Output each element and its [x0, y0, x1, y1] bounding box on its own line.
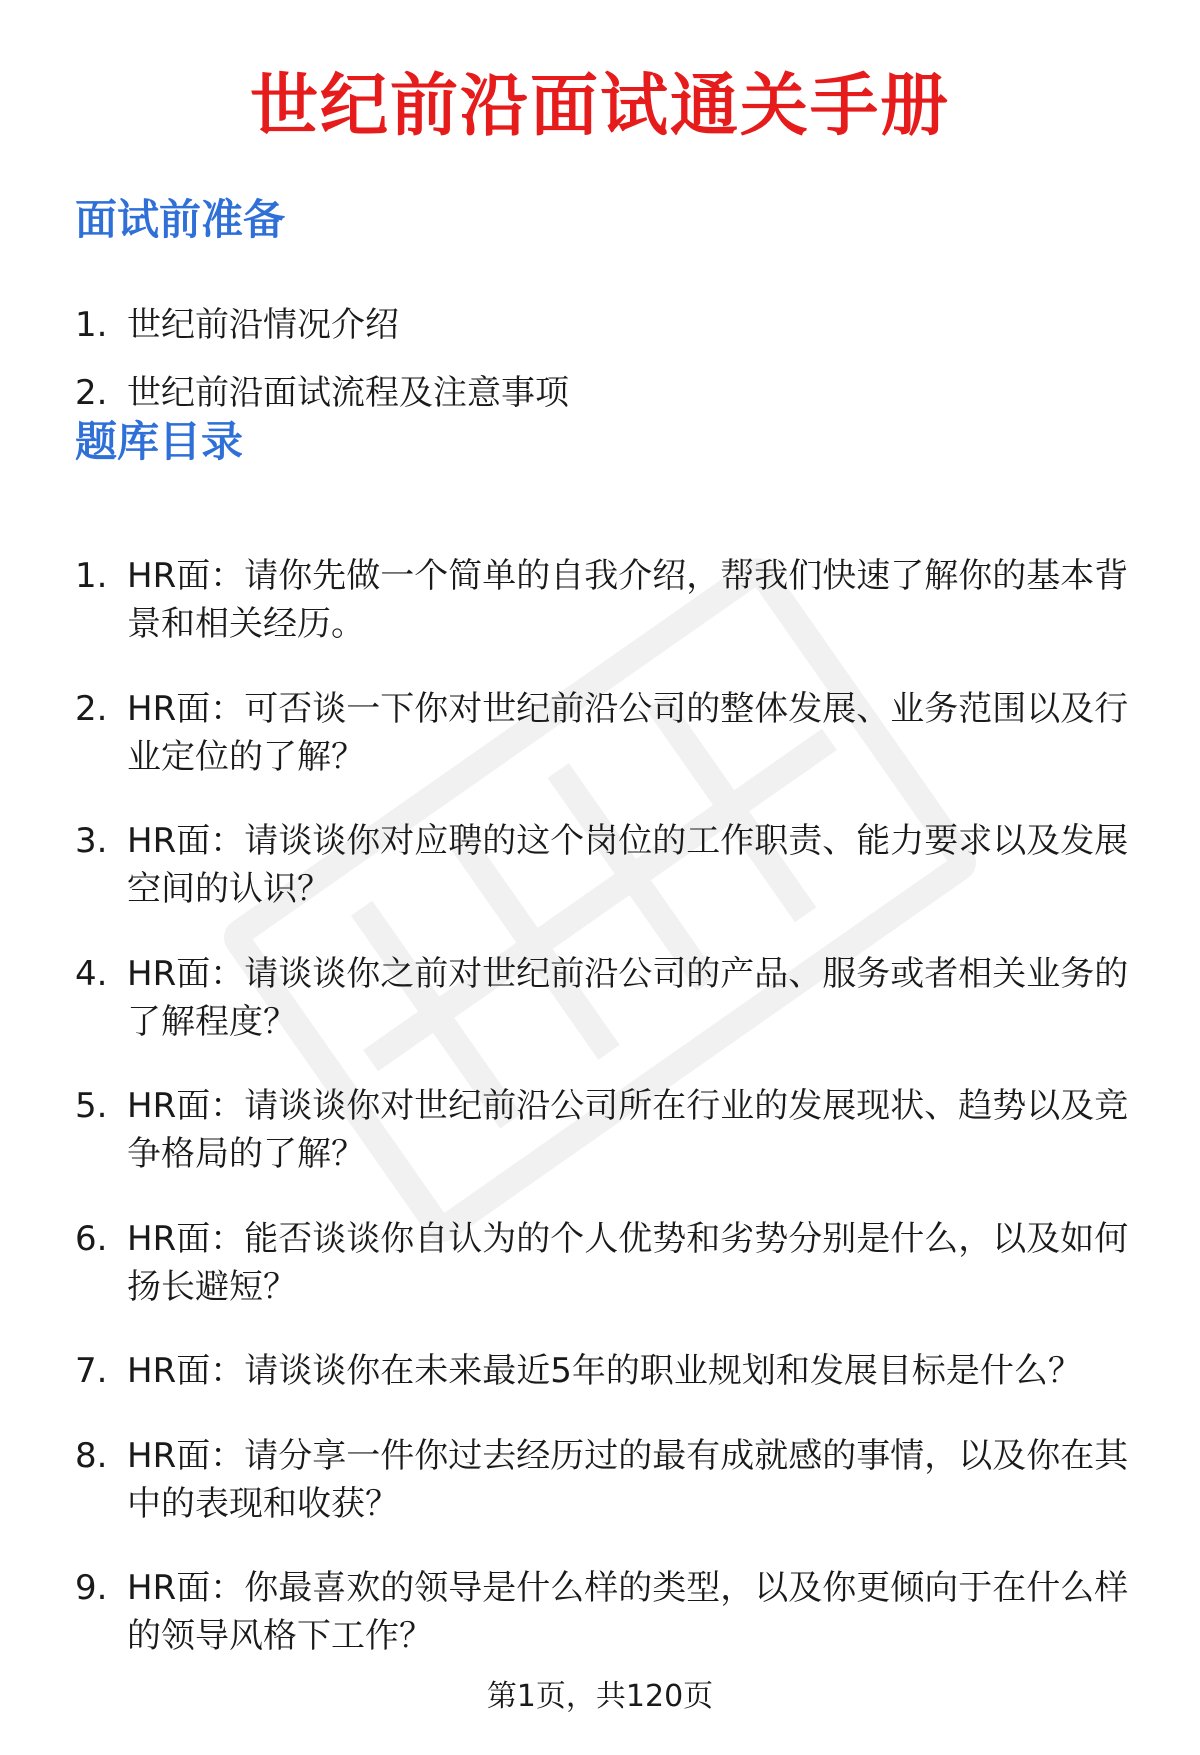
- list-item: [75, 302, 1155, 348]
- question-text: HR面：请谈谈你在未来最近5年的职业规划和发展目标是什么？: [127, 1351, 1082, 1391]
- question-text: HR面：请你先做一个简单的自我介绍，帮我们快速了解你的基本背景和相关经历。: [127, 556, 1129, 644]
- question-number: 4.: [75, 953, 108, 994]
- item-text: 世纪前沿情况介绍: [127, 305, 399, 345]
- list-item: [75, 370, 1155, 416]
- question-item: [75, 817, 1155, 913]
- question-text: HR面：请谈谈你对应聘的这个岗位的工作职责、能力要求以及发展空间的认识？: [127, 821, 1129, 909]
- section-heading-preparation: 面试前准备: [75, 195, 286, 244]
- question-item: [75, 1432, 1155, 1528]
- item-number: 2.: [75, 373, 108, 413]
- question-list: [75, 552, 1155, 1697]
- section-heading-question-bank: 题库目录: [75, 417, 244, 466]
- question-text: HR面：你最喜欢的领导是什么样的类型，以及你更倾向于在什么样的领导风格下工作？: [127, 1568, 1129, 1656]
- question-text: HR面：请谈谈你对世纪前沿公司所在行业的发展现状、趋势以及竞争格局的了解？: [127, 1086, 1129, 1174]
- question-text: HR面：请谈谈你之前对世纪前沿公司的产品、服务或者相关业务的了解程度？: [127, 953, 1129, 1042]
- question-number: 5.: [75, 1086, 108, 1126]
- question-number: 8.: [75, 1435, 108, 1476]
- question-item: [75, 1564, 1155, 1660]
- question-number: 9.: [75, 1568, 108, 1608]
- question-number: 7.: [75, 1351, 108, 1391]
- item-number: 1.: [75, 305, 108, 345]
- question-number: 6.: [75, 1218, 108, 1259]
- question-number: 1.: [75, 556, 108, 596]
- document-title: 世纪前沿面试通关手册: [249, 67, 950, 146]
- question-item: [75, 950, 1155, 1046]
- question-number: 2.: [75, 688, 108, 729]
- question-text: HR面：请分享一件你过去经历过的最有成就感的事情，以及你在其中的表现和收获？: [127, 1435, 1129, 1524]
- question-item: [75, 1347, 1155, 1395]
- question-text: HR面：可否谈一下你对世纪前沿公司的整体发展、业务范围以及行业定位的了解？: [127, 688, 1129, 777]
- page-footer: 第1页，共120页: [486, 1679, 714, 1714]
- question-text: HR面：能否谈谈你自认为的个人优势和劣势分别是什么，以及如何扬长避短？: [127, 1218, 1129, 1307]
- question-item: [75, 1082, 1155, 1178]
- question-item: [75, 1215, 1155, 1311]
- question-item: [75, 552, 1155, 648]
- question-item: [75, 685, 1155, 781]
- item-text: 世纪前沿面试流程及注意事项: [127, 373, 569, 413]
- question-number: 3.: [75, 821, 108, 861]
